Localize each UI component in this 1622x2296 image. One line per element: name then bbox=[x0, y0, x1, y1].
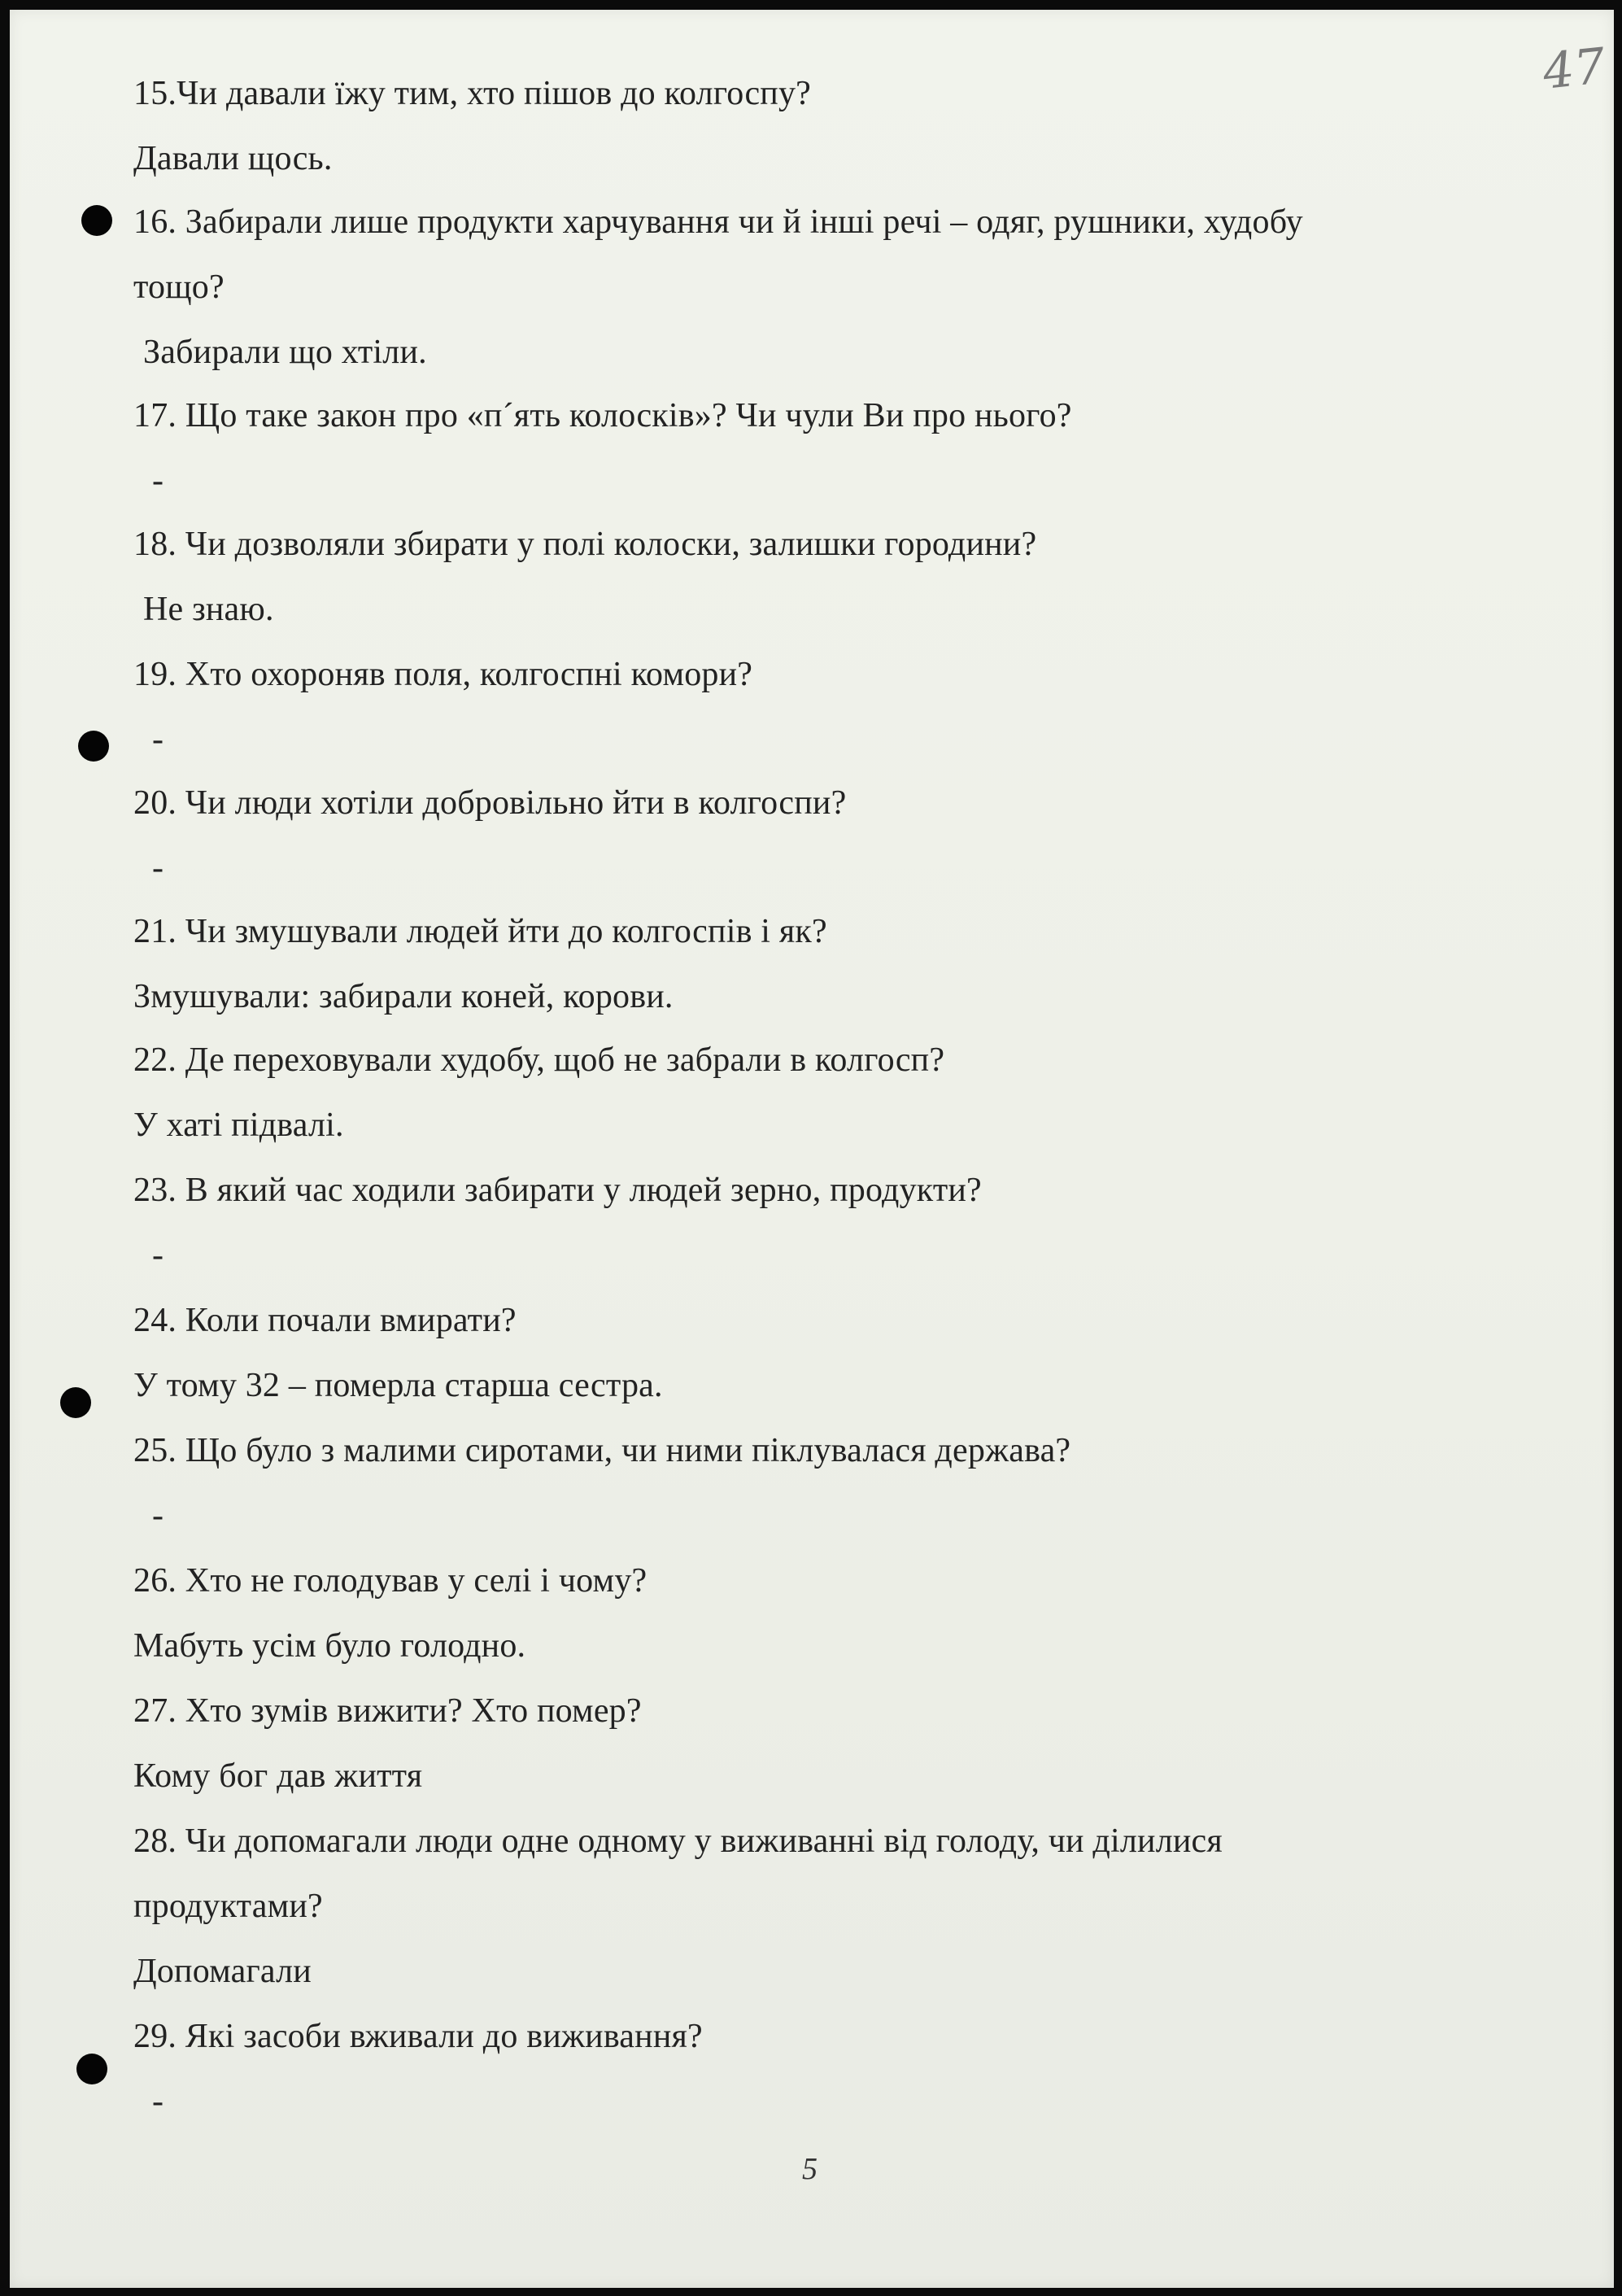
question-16: 16. Забирали лише продукти харчування чи й інші речі – одяг, рушники, худобу bbox=[133, 203, 1303, 241]
question-16-continued: тощо? bbox=[133, 268, 225, 306]
punch-hole bbox=[60, 1387, 91, 1418]
answer-22: У хаті підвалі. bbox=[133, 1107, 344, 1144]
punch-hole bbox=[76, 2054, 107, 2084]
question-23: 23. В який час ходили забирати у людей зерно, продукти? bbox=[133, 1172, 982, 1209]
answer-26: Мабуть усім було голодно. bbox=[133, 1627, 526, 1665]
question-29: 29. Які засоби вживали до виживання? bbox=[133, 2018, 703, 2055]
answer-21: Змушували: забирали коней, корови. bbox=[133, 978, 674, 1015]
handwritten-folio-number: 47 bbox=[1540, 37, 1608, 101]
answer-25-blank: - bbox=[152, 1497, 164, 1534]
question-27: 27. Хто зумів вижити? Хто помер? bbox=[133, 1692, 642, 1730]
punch-hole bbox=[81, 205, 112, 236]
question-22: 22. Де переховували худобу, щоб не забрали в колгосп? bbox=[133, 1041, 945, 1079]
question-25: 25. Що було з малими сиротами, чи ними піклувалася держава? bbox=[133, 1432, 1071, 1469]
question-28-continued: продуктами? bbox=[133, 1888, 323, 1925]
answer-20-blank: - bbox=[152, 849, 164, 887]
answer-29-blank: - bbox=[152, 2083, 164, 2120]
question-28: 28. Чи допомагали люди одне одному у виживанні від голоду, чи ділилися bbox=[133, 1822, 1223, 1860]
punch-hole bbox=[78, 731, 109, 762]
document-page bbox=[10, 10, 1614, 2288]
answer-15: Давали щось. bbox=[133, 140, 333, 177]
question-21: 21. Чи змушували людей йти до колгоспів і як? bbox=[133, 913, 827, 950]
answer-19-blank: - bbox=[152, 721, 164, 758]
page-number: 5 bbox=[802, 2152, 818, 2186]
question-24: 24. Коли почали вмирати? bbox=[133, 1302, 517, 1339]
answer-27: Кому бог дав життя bbox=[133, 1757, 423, 1795]
answer-18: Не знаю. bbox=[143, 591, 274, 628]
answer-17-blank: - bbox=[152, 462, 164, 500]
answer-16: Забирали що хтіли. bbox=[143, 334, 427, 371]
answer-28: Допомагали bbox=[133, 1953, 312, 1990]
question-18: 18. Чи дозволяли збирати у полі колоски, залишки городини? bbox=[133, 526, 1037, 563]
question-20: 20. Чи люди хотіли добровільно йти в колгоспи? bbox=[133, 784, 847, 822]
question-15: 15.Чи давали їжу тим, хто пішов до колгоспу? bbox=[133, 75, 812, 112]
answer-23-blank: - bbox=[152, 1237, 164, 1274]
answer-24: У тому 32 – померла старша сестра. bbox=[133, 1367, 663, 1404]
question-17: 17. Що таке закон про «п´ять колосків»? Чи чули Ви про нього? bbox=[133, 397, 1072, 434]
question-19: 19. Хто охороняв поля, колгоспні комори? bbox=[133, 656, 753, 693]
question-26: 26. Хто не голодував у селі і чому? bbox=[133, 1562, 647, 1600]
